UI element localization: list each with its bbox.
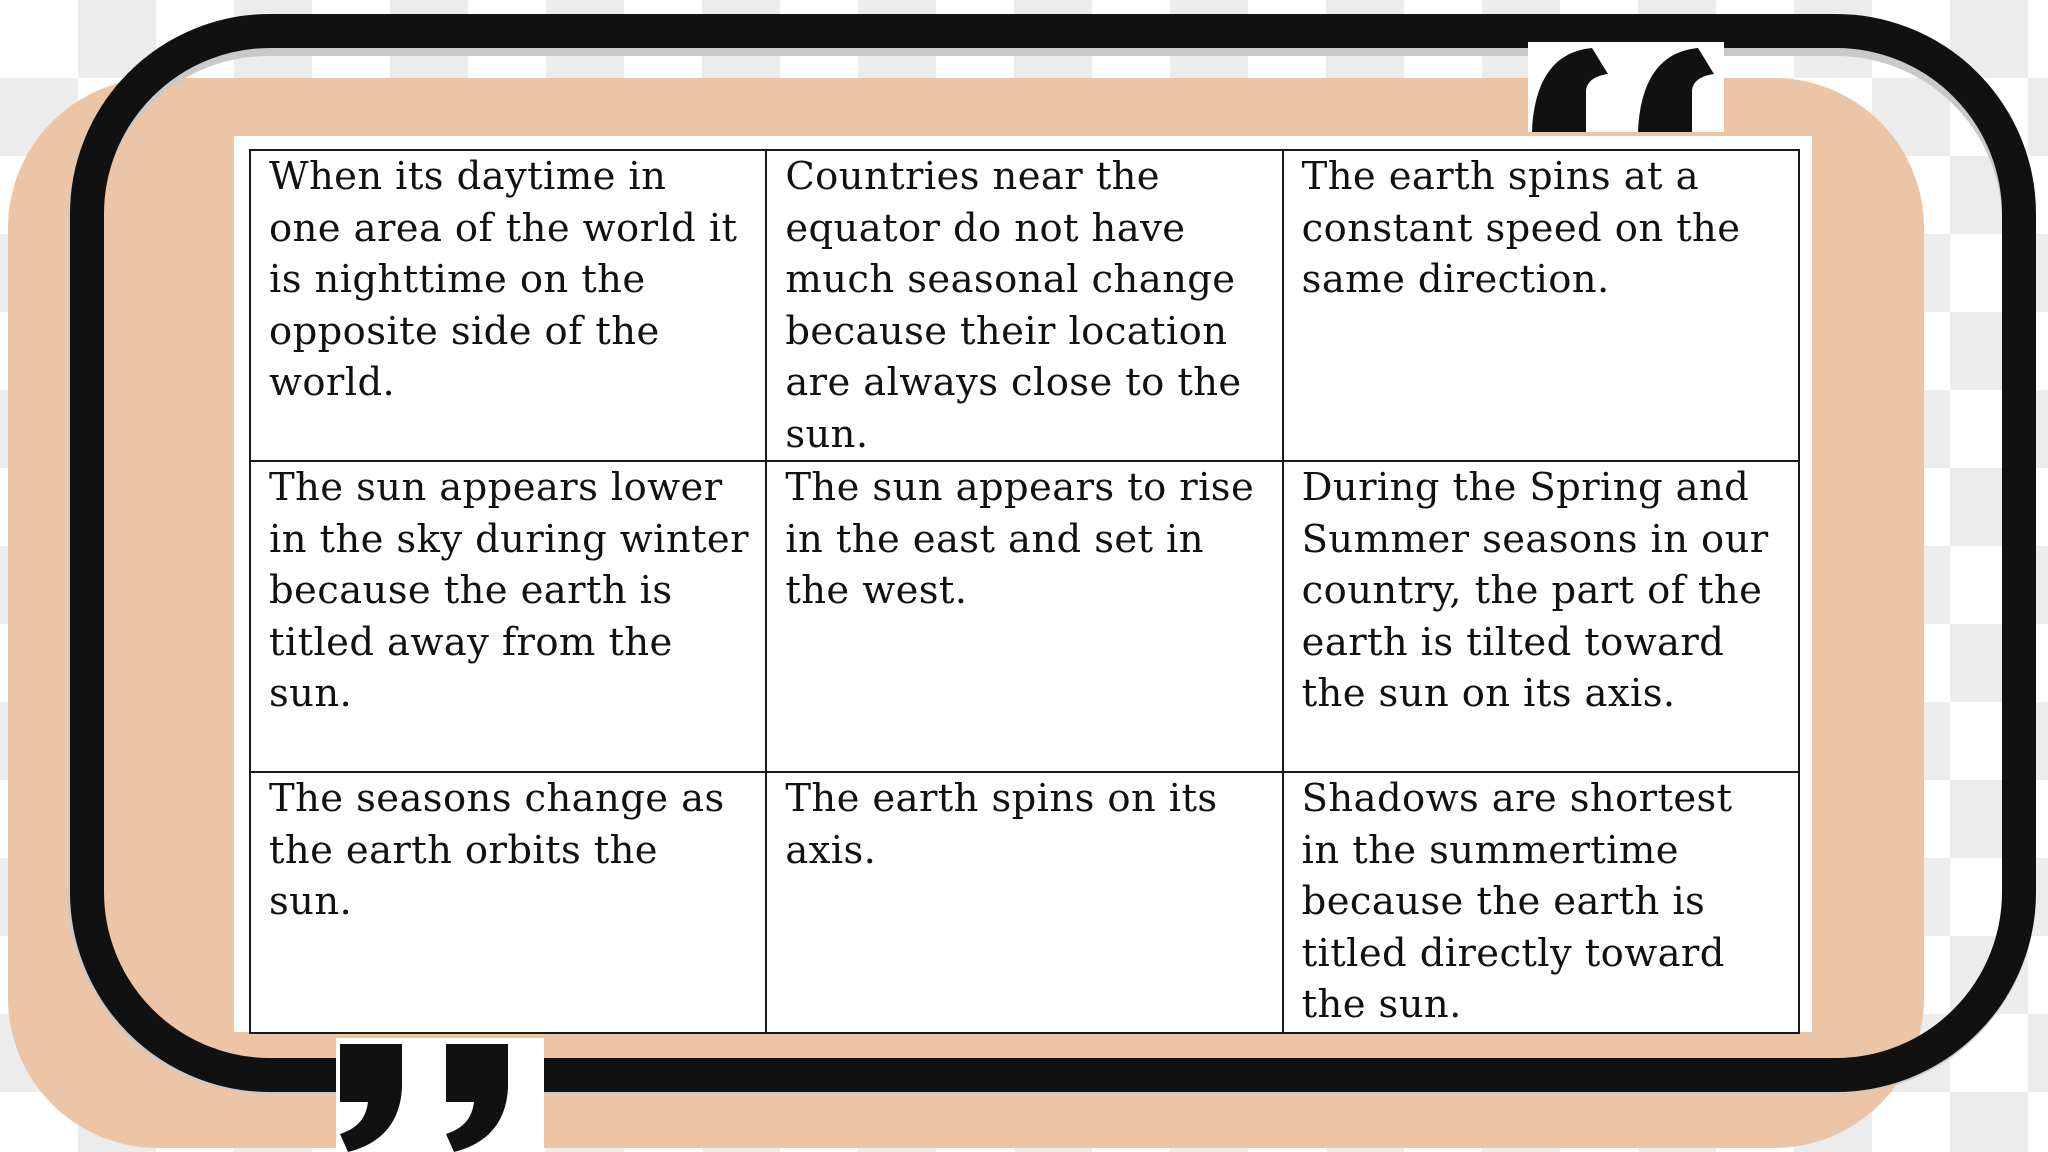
table-cell: When its daytime in one area of the world it is nighttime on the opposite side of the world. [250,150,766,461]
table-cell: Countries near the equator do not have much seasonal change because their location are always close to the sun. [766,150,1282,461]
table-cell: The earth spins at a constant speed on the same direction. [1283,150,1799,461]
table-cell: The sun appears to rise in the east and set in the west. [766,461,1282,772]
table-cell: The sun appears lower in the sky during winter because the earth is titled away from the sun. [250,461,766,772]
open-quote-icon [1528,42,1724,132]
table-cell: The seasons change as the earth orbits the sun. [250,772,766,1033]
table-cell: Shadows are shortest in the summertime because the earth is titled directly toward the sun. [1283,772,1799,1033]
facts-table [249,149,1800,1034]
close-quote-icon [336,1038,544,1152]
table-row [250,150,1799,461]
table-row [250,461,1799,772]
table-row [250,772,1799,1033]
table-cell: The earth spins on its axis. [766,772,1282,1033]
table-cell: During the Spring and Summer seasons in our country, the part of the earth is tilted toward the sun on its axis. [1283,461,1799,772]
